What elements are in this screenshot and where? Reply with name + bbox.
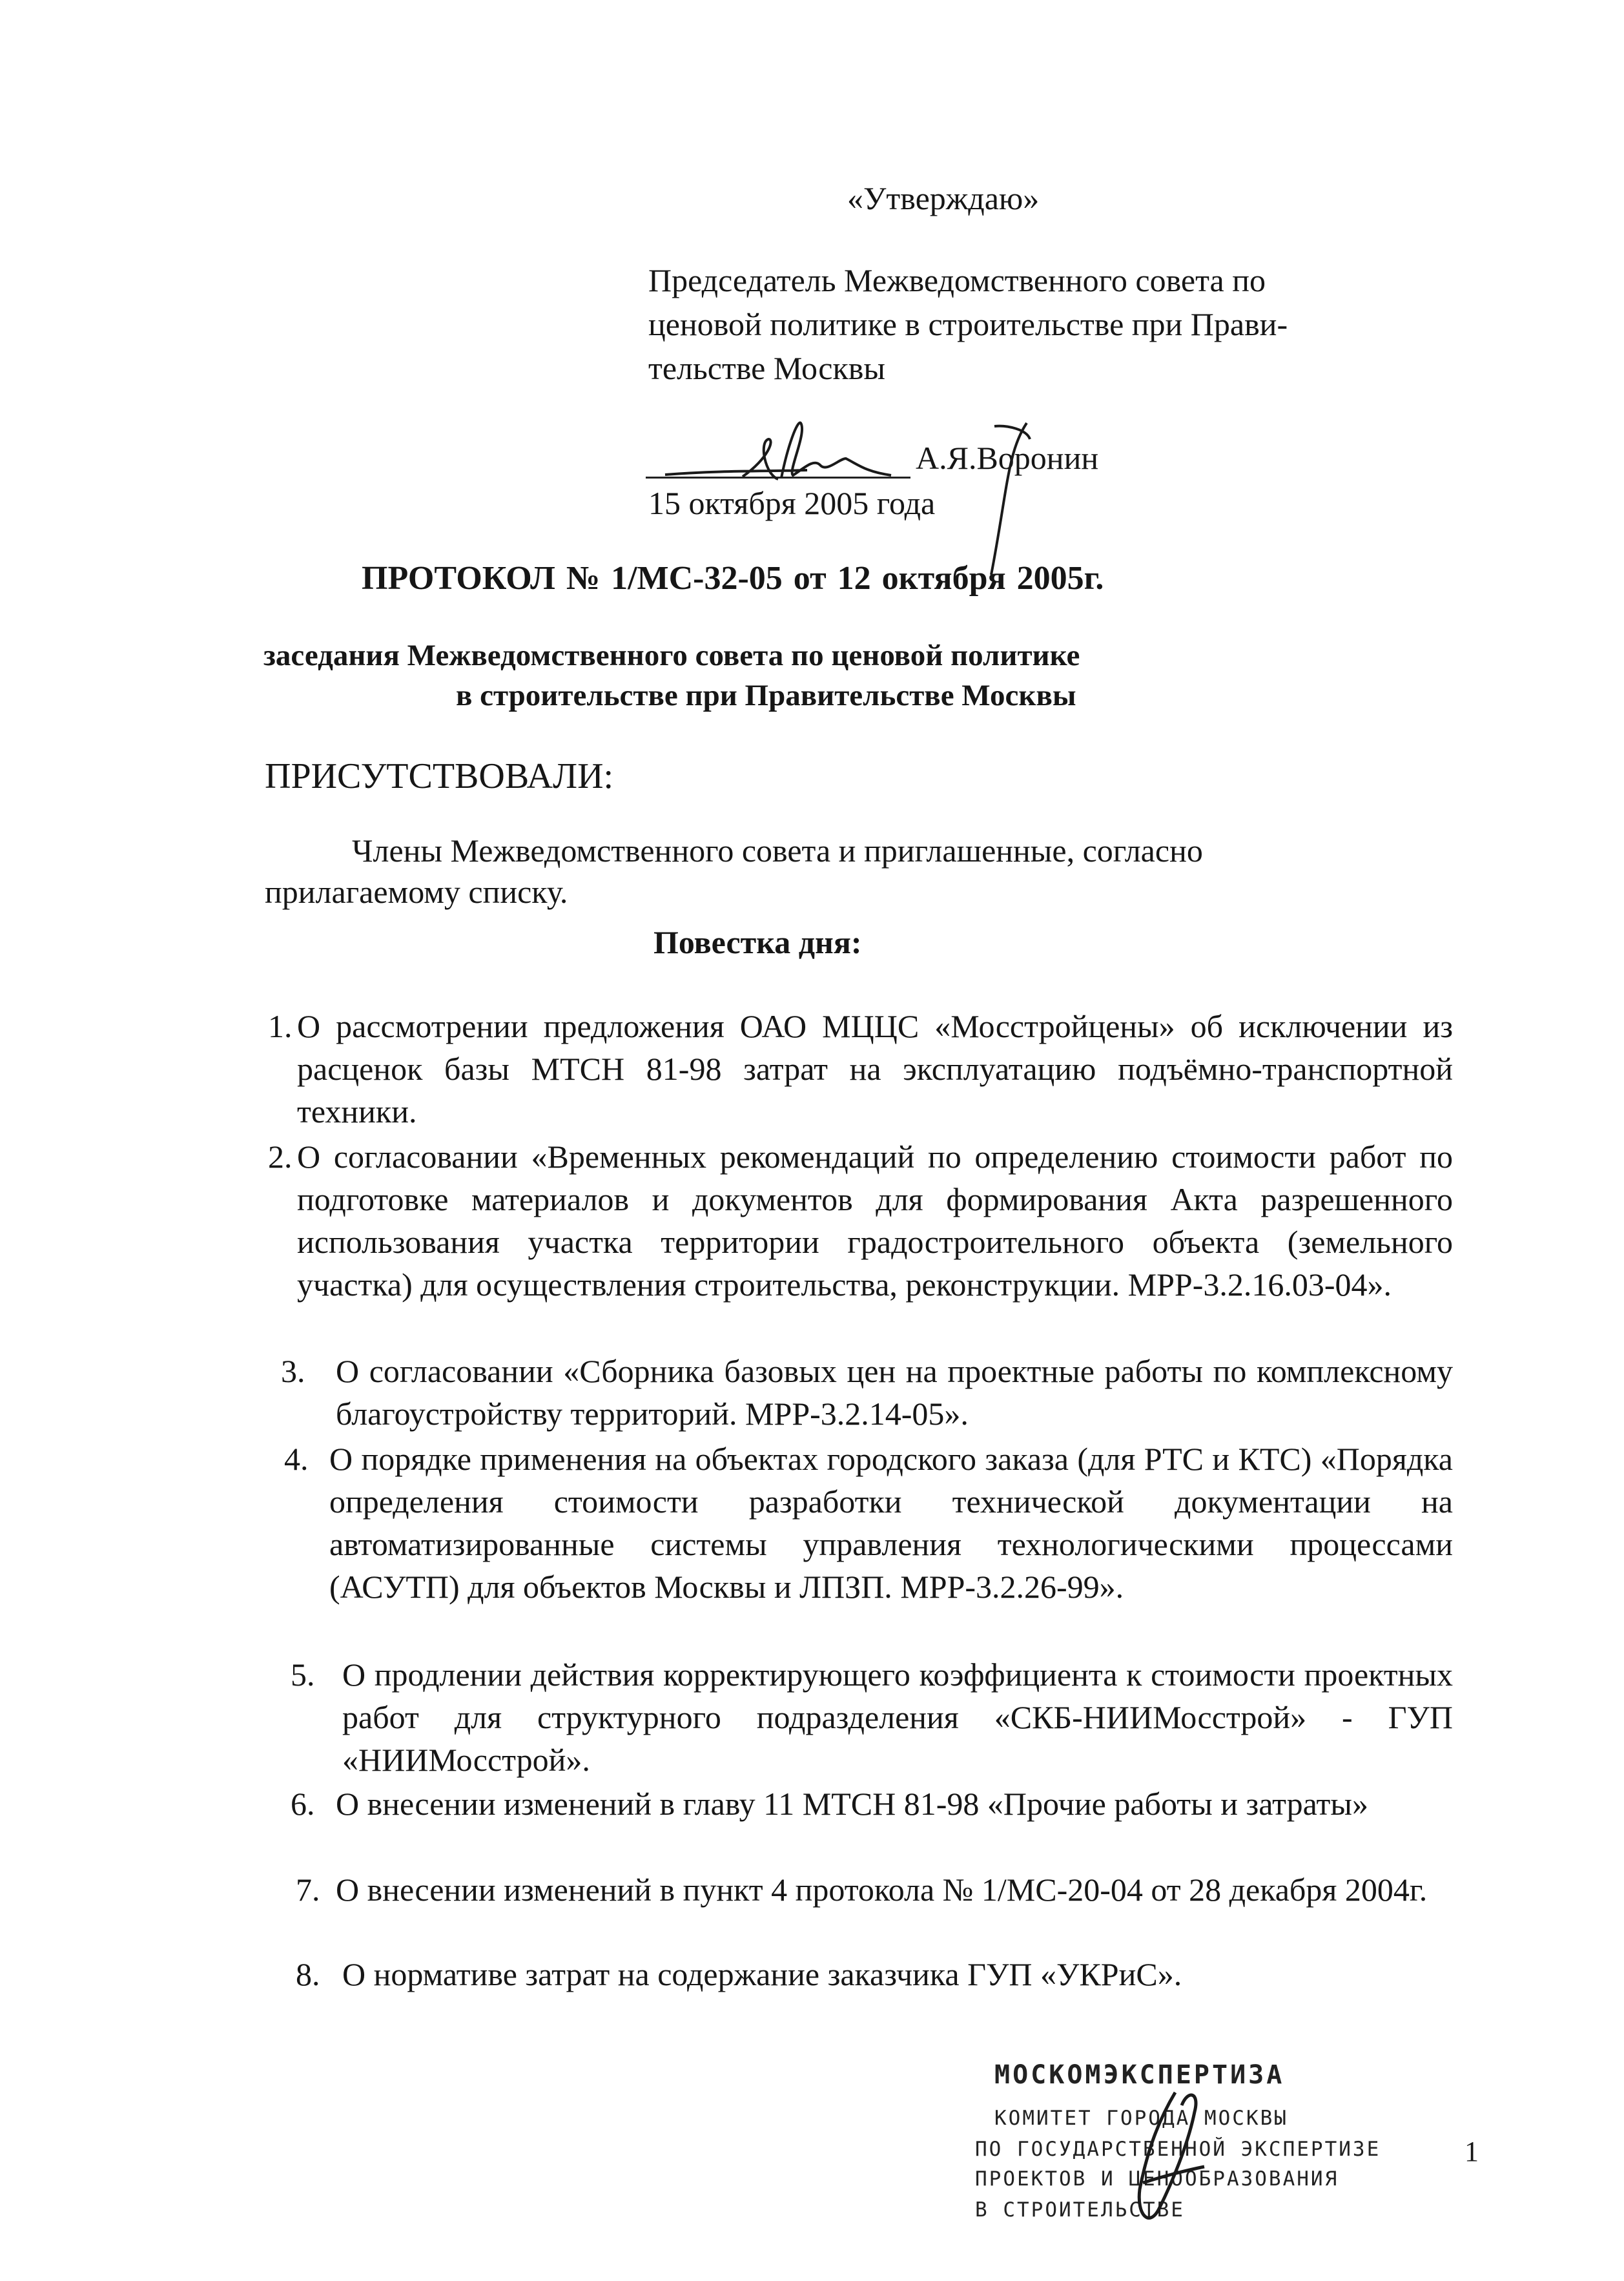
agenda-item bbox=[291, 1653, 1453, 1781]
approver-position-line: Председатель Межведомственного совета по bbox=[648, 262, 1266, 298]
page-number: 1 bbox=[1465, 2136, 1479, 2167]
protocol-heading: ПРОТОКОЛ № 1/МС-32-05 от 12 октября 2005г. bbox=[362, 560, 1104, 597]
approval-date: 15 октября 2005 года bbox=[648, 485, 936, 521]
agenda-item-number: 6. bbox=[291, 1786, 315, 1822]
stamp-line: ПРОЕКТОВ И ЦЕНООБРАЗОВАНИЯ bbox=[975, 2167, 1339, 2191]
attendance-heading: ПРИСУТСТВОВАЛИ: bbox=[265, 756, 614, 796]
attendance-text-line-2: прилагаемому списку. bbox=[265, 874, 568, 910]
agenda-item bbox=[296, 1953, 1453, 1996]
agenda-item-number: 3. bbox=[281, 1353, 305, 1389]
agenda-item-text: О рассмотрении предложения ОАО МЦЦС «Мосстройцены» об исключении из расценок базы МТСН 81-98 затрат на эксплуатацию подъёмно-транспортной техники. bbox=[297, 1008, 1453, 1130]
agenda-item bbox=[268, 1135, 1453, 1306]
agenda-item-text: О порядке применения на объектах городского заказа (для РТС и КТС) «Порядка определения стоимости разработки технической документации на автоматизированные системы управления технологическими процессами (АСУТП) для объектов Москвы и ЛПЗП. МРР-3.2.26-99». bbox=[329, 1441, 1453, 1605]
agenda-item-text: О внесении изменений в главу 11 МТСН 81-98 «Прочие работы и затраты» bbox=[336, 1786, 1368, 1822]
stamp-title: МОСКОМЭКСПЕРТИЗА bbox=[994, 2060, 1285, 2090]
agenda-item-number: 2. bbox=[268, 1139, 293, 1175]
agenda-item-text: О нормативе затрат на содержание заказчика ГУП «УКРиС». bbox=[342, 1956, 1182, 1992]
agenda-item-text: О продлении действия корректирующего коэффициента к стоимости проектных работ для структурного подразделения «СКБ-НИИМосстрой» - ГУП «НИИМосстрой». bbox=[342, 1657, 1453, 1778]
agenda-item bbox=[291, 1782, 1453, 1825]
stamp-line: ПО ГОСУДАРСТВЕННОЙ ЭКСПЕРТИЗЕ bbox=[975, 2138, 1381, 2161]
stamp-line: КОМИТЕТ ГОРОДА МОСКВЫ bbox=[994, 2107, 1288, 2130]
approver-name: А.Я.Воронин bbox=[916, 440, 1099, 476]
stamp-signature-icon bbox=[1098, 2086, 1253, 2241]
approver-position-line: ценовой политике в строительстве при Прави- bbox=[648, 306, 1288, 342]
session-line-2: в строительстве при Правительстве Москвы bbox=[456, 679, 1076, 712]
agenda-item-number: 7. bbox=[296, 1872, 320, 1908]
approver-position-line: тельстве Москвы bbox=[648, 350, 885, 386]
agenda-item-number: 4. bbox=[284, 1441, 309, 1477]
agenda-item bbox=[281, 1350, 1453, 1435]
agenda-item-number: 8. bbox=[296, 1956, 320, 1992]
agenda-item-text: О согласовании «Временных рекомендаций по определению стоимости работ по подготовке материалов и документов для формирования Акта разрешенного использования участка территории градостроительного объекта (земельного участка) для осуществления строительства, реконструкции. МРР-3.2.16.03-04». bbox=[297, 1139, 1453, 1303]
agenda-item-text: О согласовании «Сборника базовых цен на проектные работы по комплексному благоустройству территорий. МРР-3.2.14-05». bbox=[336, 1353, 1453, 1432]
attendance-text-line-1: Члены Межведомственного совета и приглашенные, согласно bbox=[352, 832, 1203, 869]
signature-icon bbox=[646, 362, 1033, 575]
agenda-item-text: О внесении изменений в пункт 4 протокола № 1/МС-20-04 от 28 декабря 2004г. bbox=[336, 1872, 1428, 1908]
agenda-item-number: 5. bbox=[291, 1657, 315, 1693]
agenda-item bbox=[296, 1868, 1453, 1911]
agenda-item-number: 1. bbox=[268, 1008, 293, 1044]
approval-title: «Утверждаю» bbox=[847, 180, 1040, 216]
stamp-line: В СТРОИТЕЛЬСТВЕ bbox=[975, 2198, 1185, 2222]
agenda-item bbox=[284, 1438, 1453, 1608]
agenda-heading: Повестка дня: bbox=[653, 924, 862, 960]
session-line-1: заседания Межведомственного совета по ценовой политике bbox=[263, 639, 1080, 672]
agenda-item bbox=[268, 1005, 1453, 1133]
